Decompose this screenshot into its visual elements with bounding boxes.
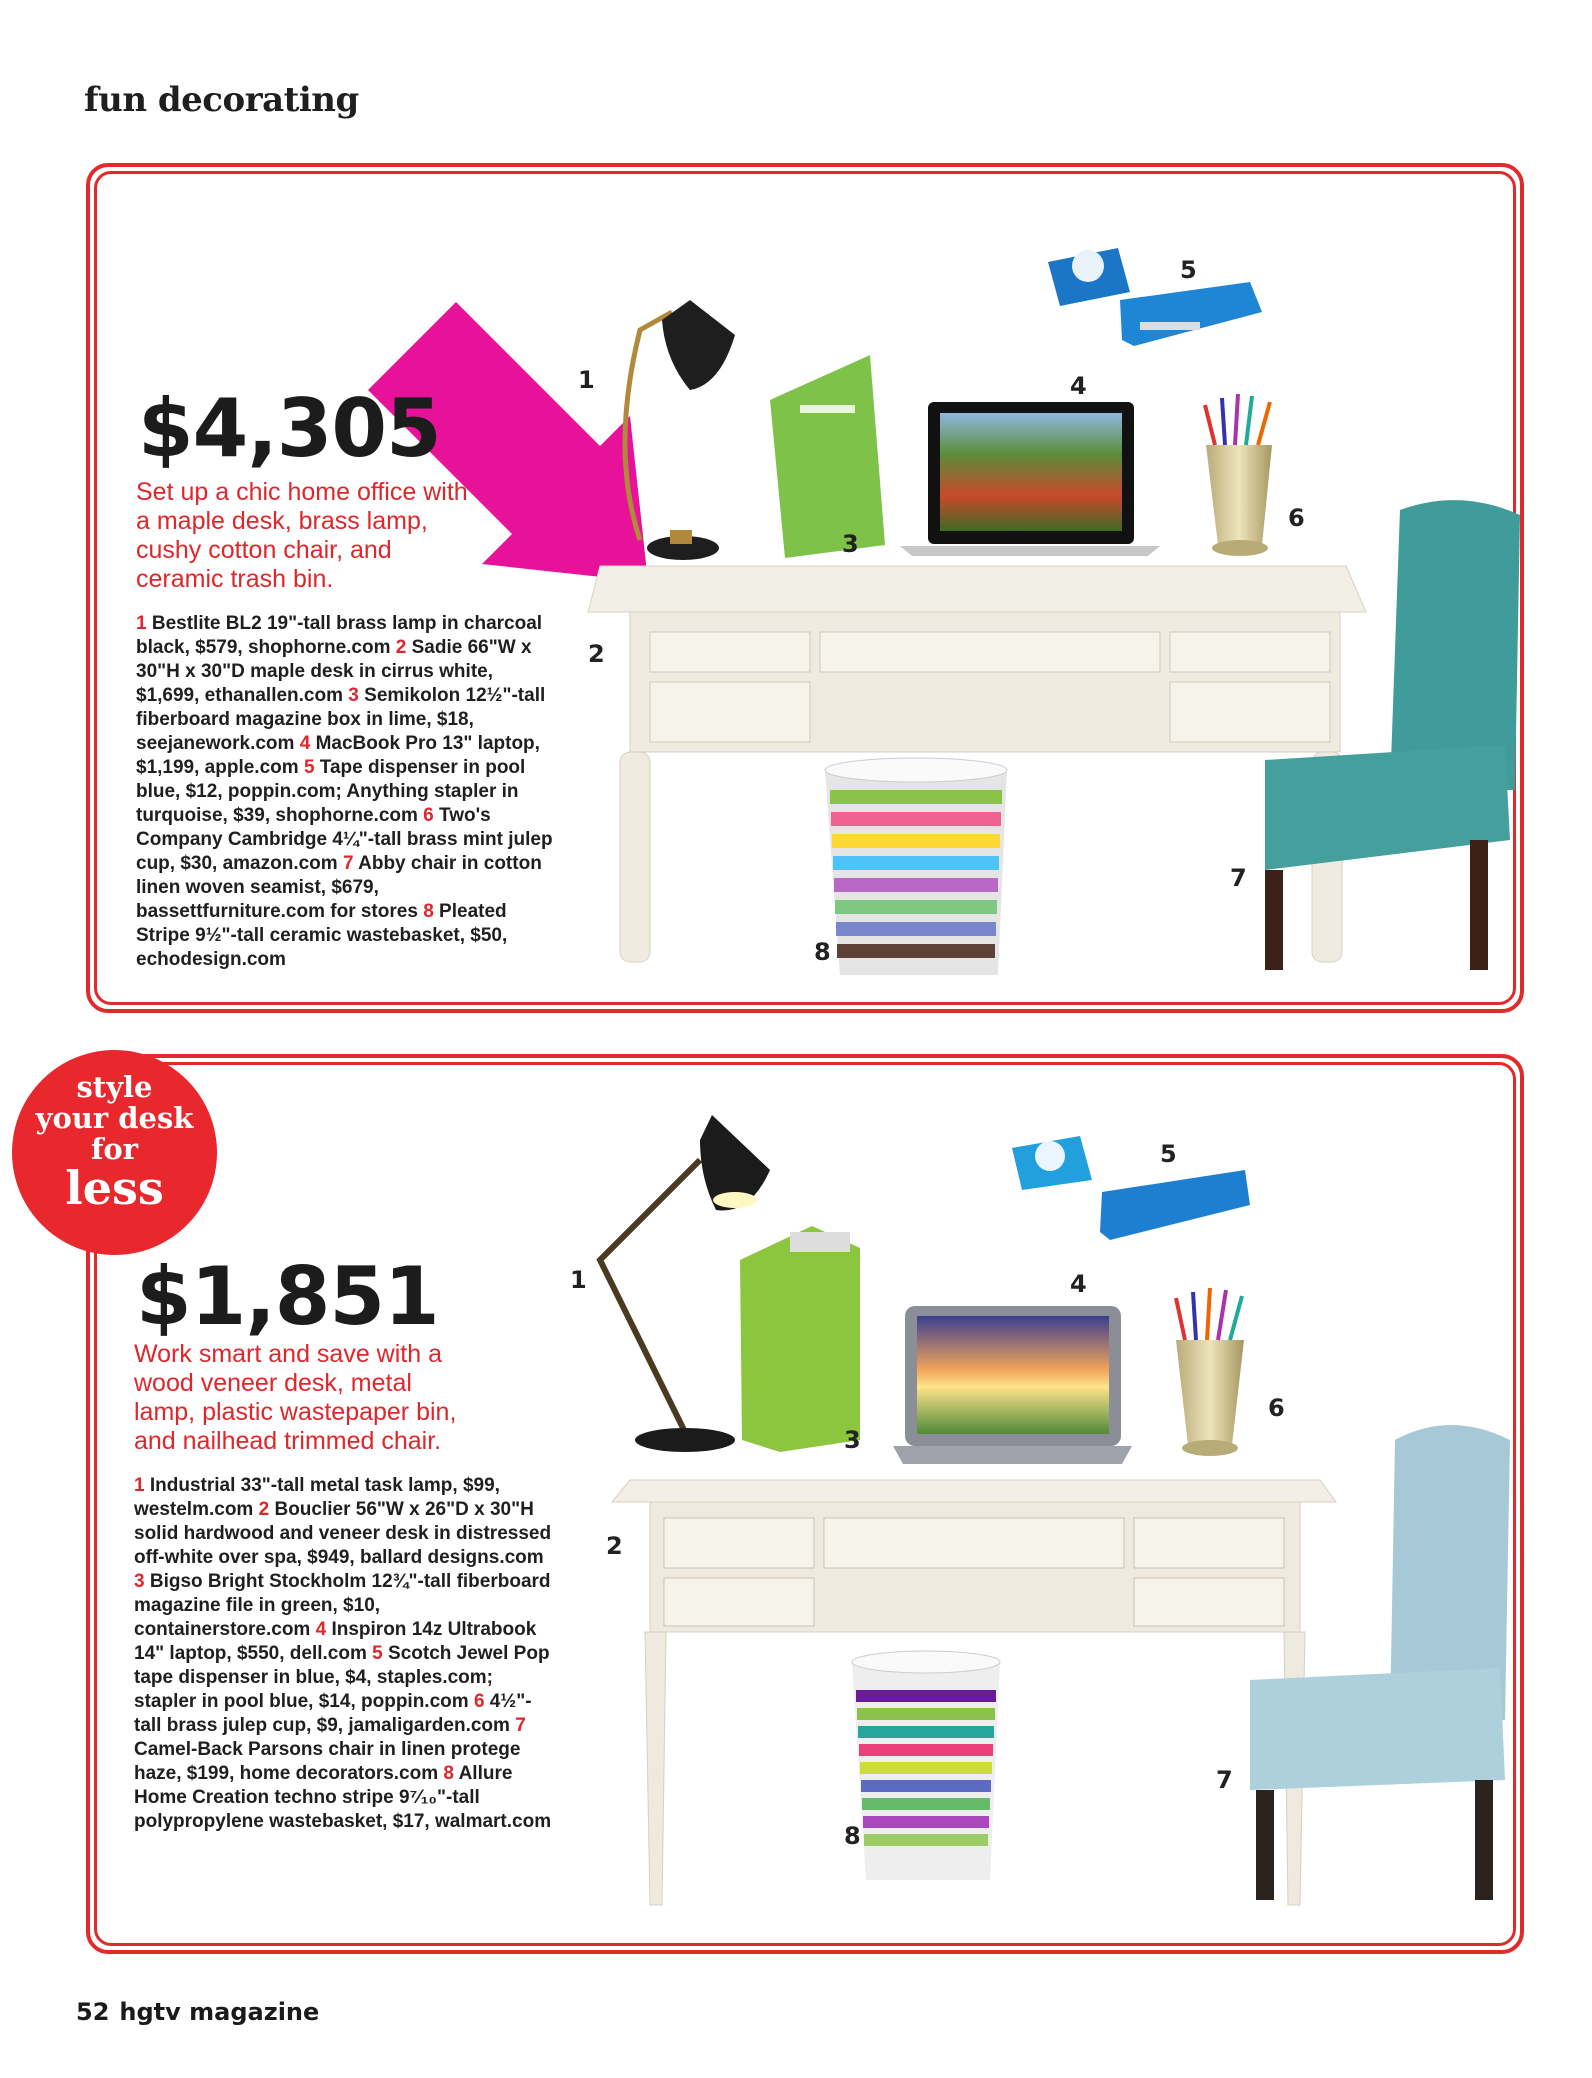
badge-line-4: less <box>65 1161 164 1215</box>
brass-lamp-1 <box>625 300 735 560</box>
publication-name: hgtv magazine <box>119 1998 320 2026</box>
julep-cup-1 <box>1205 394 1272 556</box>
option2-label-5: 5 <box>1160 1140 1177 1168</box>
option2-credits: 1 Industrial 33"-tall metal task lamp, $99, westelm.com 2 Bouclier 56"W x 26"D x 30"H solid hardwood and veneer desk in distressed off-white over spa, $949, ballard designs.com 3 Bigso Bright Stockholm 12¾"-tall fiberboard magazine file in green, $10, containerstore.com 4 Inspiron 14z Ultrabook 14" laptop, $550, dell.com 5 Scotch Jewel Pop tape dispenser in blue, $4, staples.com; stapler in pool blue, $14, poppin.com 6 4½"-tall brass julep cup, $9, jamaligarden.com 7 Camel-Back Parsons chair in linen protege haze, $199, home decorators.com 8 Allure Home Creation techno stripe 9⁷⁄₁₀"-tall polypropylene wastebasket, $17, walmart.com <box>134 1475 552 1832</box>
option1-label-1: 1 <box>578 366 595 394</box>
option2-label-7: 7 <box>1216 1766 1233 1794</box>
option2-label-2: 2 <box>606 1532 623 1560</box>
option1-label-4: 4 <box>1070 372 1087 400</box>
striped-wastebasket-1 <box>825 758 1007 975</box>
option1-label-3: 3 <box>842 530 859 558</box>
badge-line-3: for <box>90 1132 139 1166</box>
option1-credits: 1 Bestlite BL2 19"-tall brass lamp in charcoal black, $579, shophorne.com 2 Sadie 66"W x 30"H x 30"D maple desk in cirrus white, $1,699, ethanallen.com 3 Semikolon 12½"-tall fiberboard magazine box in lime, $18, seejanework.com 4 MacBook Pro 13" laptop, $1,199, apple.com 5 Tape dispenser in pool blue, $12, poppin.com; Anything stapler in turquoise, $39, shophorne.com 6 Two's Company Cambridge 4¼"-tall brass mint julep cup, $30, amazon.com 7 Abby chair in cotton linen woven seamist, $679, bassettfurniture.com for stores 8 Pleated Stripe 9½"-tall ceramic wastebasket, $50, echodesign.com <box>136 613 553 970</box>
magazine-file-2 <box>740 1226 860 1452</box>
option2-price: $1,851 <box>136 1250 439 1343</box>
badge-line-1: style <box>76 1070 153 1104</box>
magazine-box-1 <box>770 350 885 558</box>
badge-line-2: your desk <box>35 1101 194 1135</box>
option2-label-8: 8 <box>844 1822 861 1850</box>
laptop-2 <box>893 1306 1132 1464</box>
option2-label-1: 1 <box>570 1266 587 1294</box>
option1-label-2: 2 <box>588 640 605 668</box>
option2-label-4: 4 <box>1070 1270 1087 1298</box>
style-for-less-badge <box>12 1050 217 1255</box>
option2-label-3: 3 <box>844 1426 861 1454</box>
option1-label-7: 7 <box>1230 864 1247 892</box>
julep-cup-2 <box>1176 1288 1244 1456</box>
option1-label-6: 6 <box>1288 504 1305 532</box>
page-number: 52 <box>76 1998 110 2026</box>
option1-label-8: 8 <box>814 938 831 966</box>
page-footer <box>76 1998 319 2026</box>
striped-wastebasket-2 <box>852 1651 1000 1880</box>
option1-price: $4,305 <box>138 382 441 475</box>
option1-tagline: Set up a chic home office with a maple desk, brass lamp, cushy cotton chair, and ceramic trash bin. <box>136 478 468 593</box>
tape-stapler-2 <box>1012 1136 1250 1240</box>
tape-stapler-1 <box>1048 248 1262 346</box>
section-title: fun decorating <box>84 80 359 120</box>
laptop-1 <box>900 402 1160 556</box>
option2-tagline: Work smart and save with a wood veneer desk, metal lamp, plastic wastepaper bin, and nailhead trimmed chair. <box>134 1340 457 1455</box>
option1-label-5: 5 <box>1180 256 1197 284</box>
option2-label-6: 6 <box>1268 1394 1285 1422</box>
